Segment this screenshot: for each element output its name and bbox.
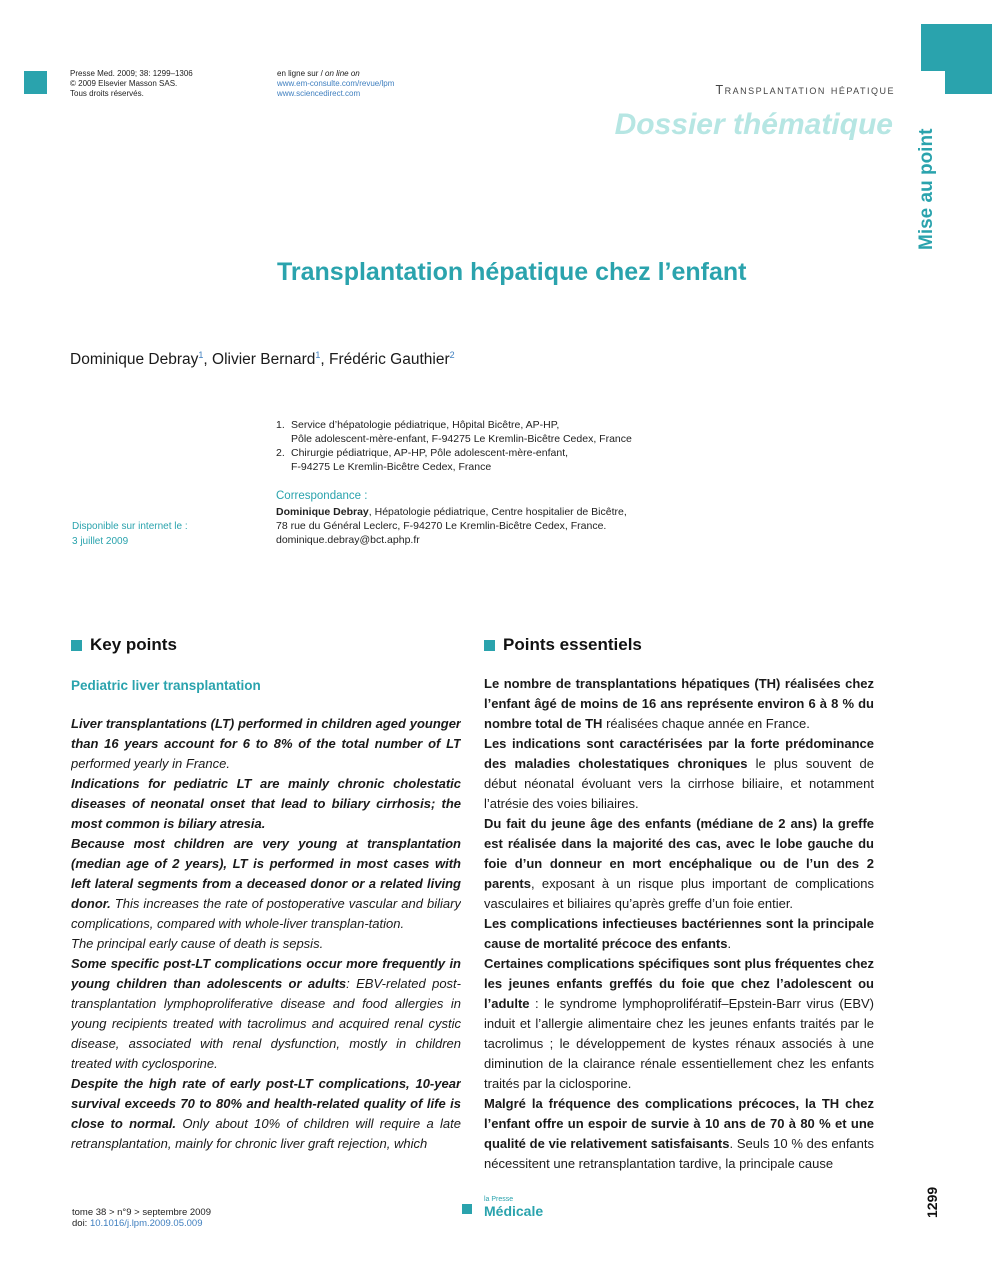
author-name: Olivier Bernard — [212, 351, 316, 369]
dossier-label: Dossier thématique — [614, 108, 893, 141]
key-points-text — [71, 714, 461, 1176]
paragraph: Du fait du jeune âge des enfants (médiane de 2 ans) la greffe est réalisée dans la majorité des cas, avec le lobe gauche du foie d’un donneur en mort encéphalique ou de l’un des 2 parents, exposant à un risque plus important de complications vasculaires et biliaires qu’après greffe d’un foie entier. — [484, 816, 874, 911]
copyright: © 2009 Elsevier Masson SAS. — [70, 79, 178, 88]
affiliation-item: 2. Chirurgie pédiatrique, AP-HP, Pôle adolescent-mère-enfant, — [276, 447, 569, 459]
paragraph: Liver transplantations (LT) performed in children aged younger than 16 years account for 6 to 8% of the total number of LT performed yearly in France. — [71, 716, 461, 771]
issue-info: tome 38 > n°9 > septembre 2009 — [72, 1207, 212, 1218]
author-affil: 2 — [449, 350, 455, 360]
bullet-square-icon — [71, 640, 82, 651]
available-date: 3 juillet 2009 — [72, 536, 129, 547]
paragraph: Because most children are very young at transplantation (median age of 2 years), LT is performed in most cases with left lateral segments from a deceased donor or a related living donor. This increases the rate of postoperative vascular and biliary complications, compared with whole-liver transplan-tation. — [71, 836, 461, 931]
doi-link[interactable]: 10.1016/j.lpm.2009.05.009 — [89, 1218, 203, 1229]
correspondence: Dominique Debray, Hépatologie pédiatrique, Centre hospitalier de Bicêtre, 78 rue du Général Leclerc, F-94270 Le Kremlin-Bicêtre Cedex, France. dominique.debray@bct.aphp.fr — [276, 506, 627, 546]
paragraph: Les indications sont caractérisées par la forte prédominance des maladies cholestatiques chroniques le plus souvent de début néonatal évoluant vers la cirrhose biliaire, et notamment l’atrésie des voies biliaires. — [484, 736, 874, 811]
section-rubric: Transplantation hépatique — [715, 83, 895, 97]
corner-notch — [921, 71, 945, 94]
paragraph: Some specific post-LT complications occur more frequently in young children than adolescents or adults: EBV-related post-transplantation lymphoproliferative disease and food allergies in young recipients treated with tacrolimus and acquired renal cystic disease, associated with renal dysfunction, mostly in children treated with cyclosporine. — [71, 956, 461, 1071]
author-affil: 1 — [198, 350, 204, 360]
affiliations: 1. Service d’hépatologie pédiatrique, Hôpital Bicêtre, AP-HP, Pôle adolescent-mère-enfant, F-94275 Le Kremlin-Bicêtre Cedex, France 2. Chirurgie pédiatrique, AP-HP, Pôle adolescent-mère-enfant, F-94275 Le Kremlin-Bicêtre Cedex, France — [276, 419, 632, 473]
online-label-en: on line on — [325, 69, 360, 78]
paragraph: Malgré la fréquence des complications précoces, la TH chez l’enfant offre un espoir de survie à 10 ans de 70 à 80 % et une qualité de vie relativement satisfaisants. Seuls 10 % des enfants nécessitent une retransplantation tardive, la principale cause — [484, 1096, 874, 1171]
page-number: 1299 — [924, 1186, 940, 1218]
correspondence-name: Dominique Debray — [276, 506, 369, 518]
correspondence-email[interactable]: dominique.debray@bct.aphp.fr — [276, 534, 420, 546]
availability: Disponible sur internet le : 3 juillet 2009 — [72, 521, 188, 547]
article-title: Transplantation hépatique chez l’enfant — [277, 258, 747, 286]
bullet-square-icon — [484, 640, 495, 651]
online-label: en ligne sur / — [277, 69, 326, 78]
paragraph: Les complications infectieuses bactériennes sont la principale cause de mortalité précoce des enfants. — [484, 916, 874, 951]
online-info — [277, 69, 394, 99]
paragraph: Despite the high rate of early post-LT complications, 10-year survival exceeds 70 to 80% and health-related quality of life is close to normal. Only about 10% of children will require a late retransplantation, mainly for chronic liver graft rejection, which — [71, 1076, 461, 1151]
publication-info — [70, 69, 193, 99]
journal-logo: la Presse Médicale — [484, 1196, 544, 1219]
author-affil: 1 — [315, 350, 321, 360]
author-name: Frédéric Gauthier — [329, 351, 450, 369]
paragraph: The principal early cause of death is sepsis. — [71, 936, 324, 951]
key-points-heading: Key points — [71, 635, 177, 655]
points-essentiels-text — [484, 674, 874, 1176]
paragraph: Certaines complications spécifiques sont plus fréquentes chez les jeunes enfants greffés du foie que chez l’adolescent ou l’adulte : le syndrome lymphoprolifératif–Epstein-Barr virus (EBV) induit et l’allergie alimentaire chez les jeunes enfants traités par le tacrolimus ; le développement de kystes rénaux associés à une diminution de la clairance rénale essentiellement chez les enfants traités par la ciclosporine. — [484, 956, 874, 1091]
footer-square-icon — [462, 1204, 472, 1214]
url-sciencedirect[interactable]: www.sciencedirect.com — [277, 89, 361, 98]
header-square-icon — [24, 71, 47, 94]
affiliation-item: 1. Service d’hépatologie pédiatrique, Hôpital Bicêtre, AP-HP, — [276, 419, 560, 431]
vertical-section-label: Mise au point — [916, 128, 937, 250]
correspondence-heading: Correspondance : — [276, 490, 368, 502]
author-list: Dominique Debray$^1$, Olivier Bernard$^1$, Frédéric Gauthier$^2$ — [70, 350, 455, 369]
rights: Tous droits réservés. — [70, 89, 144, 98]
url-em-consulte[interactable]: www.em-consulte.com/revue/lpm — [277, 79, 395, 88]
paragraph: Le nombre de transplantations hépatiques (TH) réalisées chez l’enfant âgé de moins de 16 ans représente environ 6 à 8 % du nombre total de TH réalisées chaque année en France. — [484, 676, 874, 731]
key-points-subheading: Pediatric liver transplantation — [71, 678, 261, 693]
journal-ref: Presse Med. 2009; 38: 1299–1306 — [70, 69, 193, 78]
points-essentiels-heading: Points essentiels — [484, 635, 642, 655]
footer-citation: tome 38 > n°9 > septembre 2009 doi: 10.1016/j.lpm.2009.05.009 — [72, 1207, 212, 1229]
paragraph: Indications for pediatric LT are mainly chronic cholestatic diseases of neonatal onset that lead to biliary cirrhosis; the most common is biliary atresia. — [71, 776, 461, 831]
author-name: Dominique Debray — [70, 351, 199, 369]
